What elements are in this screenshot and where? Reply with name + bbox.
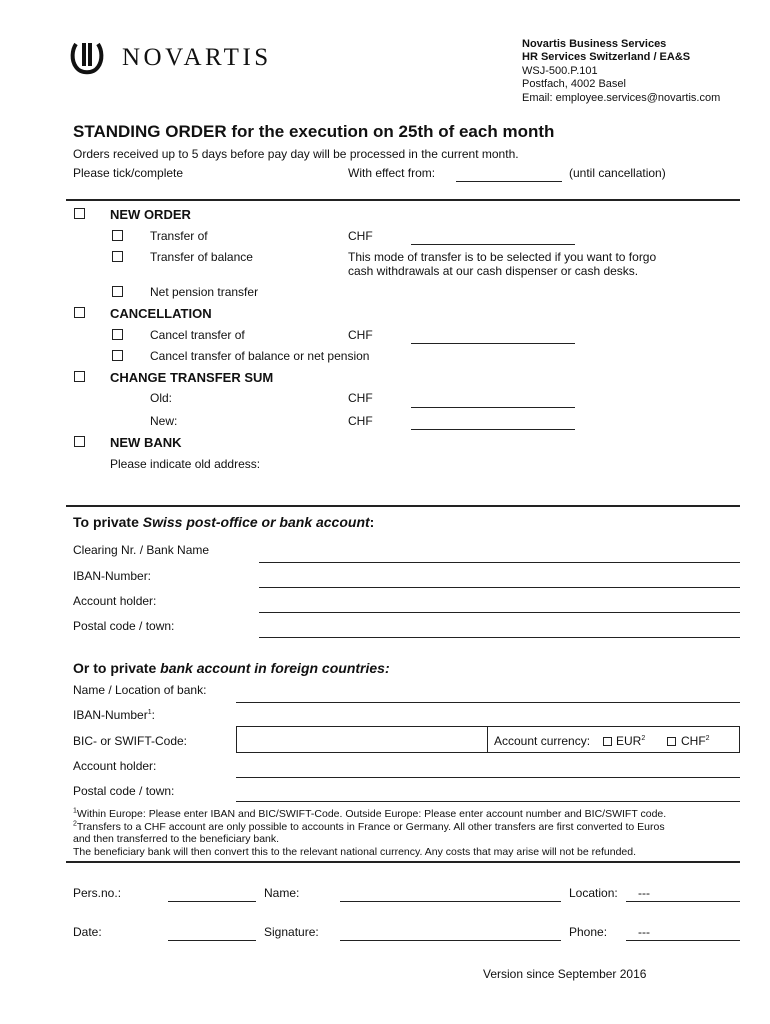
old-address-label: Please indicate old address: bbox=[110, 457, 261, 471]
name-label: Name: bbox=[264, 886, 300, 900]
address-code: WSJ-500.P.101 bbox=[522, 64, 598, 77]
chf-label: CHF bbox=[348, 229, 373, 243]
footnote-1: $^1$Within Europe: Please enter IBAN and BIC/SWIFT-Code. Outside Europe: Please enter account number and BIC/SWIFT code. bbox=[73, 807, 667, 820]
bank-name-field[interactable] bbox=[236, 702, 740, 703]
effect-label: With effect from: bbox=[348, 166, 436, 180]
address-org: Novartis Business Services bbox=[522, 38, 667, 50]
footnote-3: The beneficiary bank will then convert this to the relevant national currency. Any costs that may arise will not be refunded. bbox=[73, 845, 637, 858]
cancel-balance-checkbox[interactable] bbox=[112, 350, 123, 361]
new-order-heading: NEW ORDER bbox=[110, 207, 191, 222]
chf-label: CHF bbox=[348, 414, 373, 428]
date-field[interactable] bbox=[168, 940, 256, 941]
iban-label: IBAN-Number: bbox=[73, 569, 152, 583]
cancel-balance-label: Cancel transfer of balance or net pension bbox=[150, 349, 370, 363]
address-dept: HR Services Switzerland / EA&S bbox=[522, 51, 691, 64]
iban-field[interactable] bbox=[259, 587, 740, 588]
phone-value: --- bbox=[638, 925, 650, 939]
location-label: Location: bbox=[569, 886, 618, 900]
processing-notice: Orders received up to 5 days before pay day will be processed in the current month. bbox=[73, 147, 519, 161]
version-label: Version since September 2016 bbox=[483, 967, 647, 981]
balance-note-line2: cash withdrawals at our cash dispenser or cash desks. bbox=[348, 264, 639, 278]
phone-field[interactable] bbox=[626, 940, 740, 941]
pers-no-label: Pers.no.: bbox=[73, 886, 122, 900]
holder-label: Account holder: bbox=[73, 594, 157, 608]
new-bank-heading: NEW BANK bbox=[110, 435, 182, 450]
old-amount-field[interactable] bbox=[411, 407, 575, 408]
sender-address bbox=[522, 38, 720, 105]
location-field[interactable] bbox=[626, 901, 740, 902]
pers-no-field[interactable] bbox=[168, 901, 256, 902]
chf-currency-label: CHF$^2$ bbox=[681, 734, 710, 748]
foreign-postal-field[interactable] bbox=[236, 801, 740, 802]
cancellation-heading: CANCELLATION bbox=[110, 306, 212, 321]
chf-label: CHF bbox=[348, 328, 373, 342]
foreign-postal-label: Postal code / town: bbox=[73, 784, 175, 798]
phone-label: Phone: bbox=[569, 925, 608, 939]
address-postbox: Postfach, 4002 Basel bbox=[522, 78, 626, 91]
cancel-amount-field[interactable] bbox=[411, 343, 575, 344]
cancel-transfer-label: Cancel transfer of bbox=[150, 328, 245, 342]
currency-label: Account currency: bbox=[494, 734, 591, 748]
foreign-holder-label: Account holder: bbox=[73, 759, 157, 773]
old-label: Old: bbox=[150, 391, 173, 405]
new-order-checkbox[interactable] bbox=[74, 208, 85, 219]
date-label: Date: bbox=[73, 925, 102, 939]
tick-instruction: Please tick/complete bbox=[73, 166, 184, 180]
transfer-balance-label: Transfer of balance bbox=[150, 250, 253, 264]
change-sum-checkbox[interactable] bbox=[74, 371, 85, 382]
until-label: (until cancellation) bbox=[569, 166, 666, 180]
transfer-balance-checkbox[interactable] bbox=[112, 251, 123, 262]
change-sum-heading: CHANGE TRANSFER SUM bbox=[110, 370, 274, 385]
transfer-of-label: Transfer of bbox=[150, 229, 208, 243]
new-bank-checkbox[interactable] bbox=[74, 436, 85, 447]
clearing-field[interactable] bbox=[259, 562, 740, 563]
eur-label: EUR$^2$ bbox=[616, 734, 646, 748]
cancellation-checkbox[interactable] bbox=[74, 307, 85, 318]
effect-date-field[interactable] bbox=[456, 181, 562, 182]
divider bbox=[66, 505, 740, 507]
transfer-of-checkbox[interactable] bbox=[112, 230, 123, 241]
footnotes bbox=[73, 808, 740, 858]
footnote-2-cont: and then transferred to the beneficiary bank. bbox=[73, 833, 280, 846]
foreign-account-heading: Or to private bank account in foreign countries: bbox=[73, 660, 390, 676]
footnote-2: $^2$Transfers to a CHF account are only possible to accounts in France or Germany. All other transfers are first converted to Euros bbox=[73, 820, 665, 833]
bank-name-label: Name / Location of bank: bbox=[73, 683, 207, 697]
net-pension-label: Net pension transfer bbox=[150, 285, 259, 299]
postal-field[interactable] bbox=[259, 637, 740, 638]
balance-note-line1: This mode of transfer is to be selected if you want to forgo bbox=[348, 250, 657, 264]
brand-name: NOVARTIS bbox=[122, 44, 272, 71]
name-field[interactable] bbox=[340, 901, 561, 902]
bic-field[interactable] bbox=[236, 726, 488, 753]
new-amount-field[interactable] bbox=[411, 429, 575, 430]
chf-checkbox[interactable] bbox=[667, 737, 676, 746]
bic-label: BIC- or SWIFT-Code: bbox=[73, 734, 188, 748]
foreign-iban-label: IBAN-Number$^1$: bbox=[73, 708, 155, 722]
postal-label: Postal code / town: bbox=[73, 619, 175, 633]
transfer-amount-field[interactable] bbox=[411, 244, 575, 245]
chf-label: CHF bbox=[348, 391, 373, 405]
signature-field[interactable] bbox=[340, 940, 561, 941]
eur-checkbox[interactable] bbox=[603, 737, 612, 746]
swiss-account-heading: To private Swiss post-office or bank account: bbox=[73, 514, 375, 530]
novartis-logo-icon bbox=[70, 40, 104, 76]
signature-label: Signature: bbox=[264, 925, 319, 939]
page-title: STANDING ORDER for the execution on 25th of each month bbox=[73, 122, 555, 141]
foreign-holder-field[interactable] bbox=[236, 777, 740, 778]
divider bbox=[66, 199, 740, 201]
address-email: Email: employee.services@novartis.com bbox=[522, 91, 721, 104]
holder-field[interactable] bbox=[259, 612, 740, 613]
new-label: New: bbox=[150, 414, 178, 428]
location-value: --- bbox=[638, 886, 650, 900]
clearing-label: Clearing Nr. / Bank Name bbox=[73, 543, 210, 557]
net-pension-checkbox[interactable] bbox=[112, 286, 123, 297]
cancel-transfer-checkbox[interactable] bbox=[112, 329, 123, 340]
divider bbox=[66, 861, 740, 863]
